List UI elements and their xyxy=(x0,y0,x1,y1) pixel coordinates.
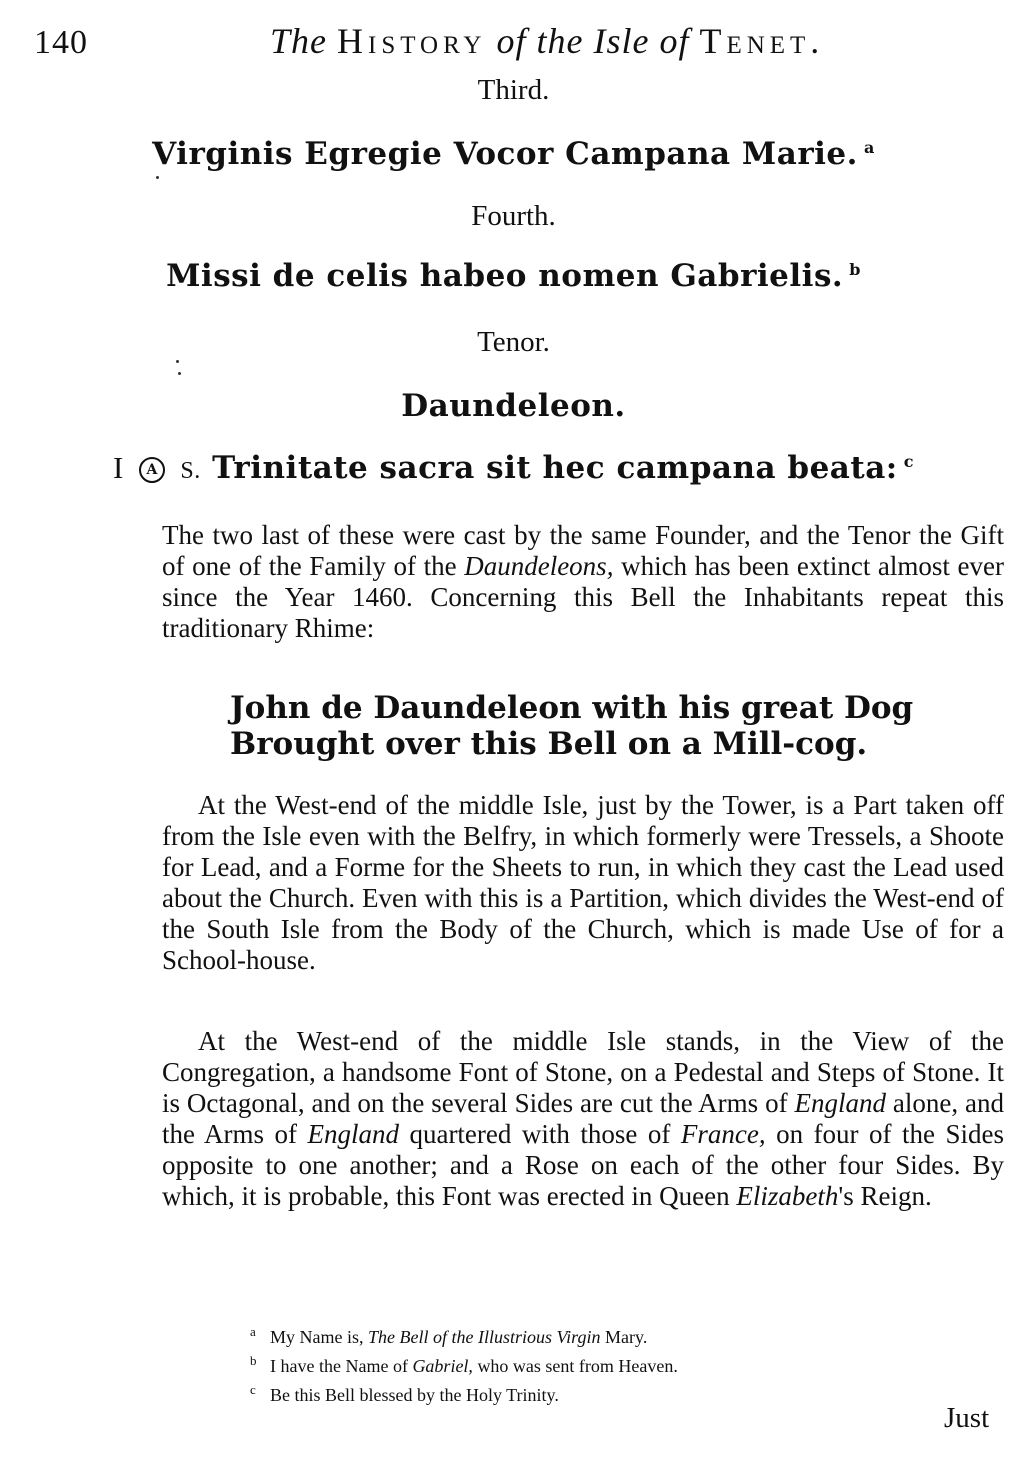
para3-text-d: on four of the Sides opposite to one another; and a Rose on each of the other four Sides. By which, it is probable, this Font was erected in Queen xyxy=(162,1119,1005,1211)
ink-speck xyxy=(176,360,179,363)
para1-italic: Daundeleons, xyxy=(464,551,614,581)
running-head-of-2: of xyxy=(659,21,690,61)
footnote-ref-c: c xyxy=(903,451,914,471)
ink-speck xyxy=(156,176,159,179)
running-head xyxy=(270,20,970,62)
ink-speck xyxy=(178,372,181,375)
paragraph-belfry xyxy=(162,790,1004,976)
catchword: Just xyxy=(944,1402,990,1434)
paragraph-founder xyxy=(162,520,1004,644)
traditional-rhyme xyxy=(230,690,913,762)
inscription-text: Virginis Egregie Vocor Campana Marie. xyxy=(152,136,858,172)
page-number: 140 xyxy=(34,24,88,61)
footnote-ref-a: a xyxy=(863,137,875,157)
footnote-ref-b: b xyxy=(849,259,861,279)
bell-inscription-third xyxy=(0,136,1027,172)
running-head-isle: Isle xyxy=(593,21,650,61)
footnote-b: b I have the Name of Gabriel, who was sent from Heaven. xyxy=(250,1353,678,1376)
running-head-the-2: the xyxy=(536,21,584,61)
bell-label-tenor: Tenor. xyxy=(477,326,550,358)
paragraph-font xyxy=(162,1026,1004,1212)
circle-symbol-icon: A xyxy=(139,457,165,483)
para2-text: At the West-end of the middle Isle, just by the Tower, is a Part taken off from the Isle even with the Belfry, in which formerly were Tressels, a Shoote for Lead, and a Forme for the Sheets to run, in which they cast the Lead used about the Church. Even with this is a Partition, which divides the West-end of the South Isle from the Body of the Church, which is made Use of for a School-house. xyxy=(162,790,1004,975)
running-head-history: History xyxy=(337,21,487,61)
footnote-a: a My Name is, The Bell of the Illustrious Virgin Mary. xyxy=(250,1324,648,1347)
bell-inscription-fourth xyxy=(0,258,1027,294)
para3-elizabeth: Elizabeth xyxy=(736,1181,839,1211)
footnote-c: c Be this Bell blessed by the Holy Trinity. xyxy=(250,1382,559,1405)
para3-england-2: England xyxy=(307,1119,399,1149)
tenor-inscription-line xyxy=(0,450,1027,486)
bell-label-third: Third. xyxy=(477,74,550,106)
rhyme-line-2: Brought over this Bell on a Mill-cog. xyxy=(230,726,868,762)
para3-text-e: 's Reign. xyxy=(838,1181,932,1211)
rhyme-line-1: John de Daundeleon with his great Dog xyxy=(230,690,914,726)
para3-england-1: England xyxy=(794,1088,886,1118)
running-head-of: of xyxy=(496,21,527,61)
tenor-line-prefix: I xyxy=(113,450,124,485)
tenor-line-text: Trinitate sacra sit hec campana beata: xyxy=(212,450,898,486)
footnotes xyxy=(250,1320,678,1407)
para3-text-b: alone, and the Arms of xyxy=(162,1088,1005,1149)
running-head-the: The xyxy=(270,21,327,61)
para3-france: France, xyxy=(680,1119,766,1149)
para1-text-b: which has been extinct almost ever since the Year 1460. Concerning this Bell the Inhabitants repeat this traditionary Rhime: xyxy=(162,551,1004,643)
para3-text-a: At the West-end of the middle Isle stands, in the View of the Congregation, a handsome Font of Stone, on a Pedestal and Steps of Stone. It is Octagonal, and on the several Sides are cut the Arms of xyxy=(162,1026,1004,1118)
para3-text-c: quartered with those of xyxy=(398,1119,681,1149)
inscription-text: Missi de celis habeo nomen Gabrielis. xyxy=(166,258,844,294)
running-head-tenet: Tenet. xyxy=(699,21,825,61)
tenor-line-s: S. xyxy=(180,458,201,484)
bell-label-fourth: Fourth. xyxy=(471,200,556,232)
para1-text-a: The two last of these were cast by the same Founder, and the Tenor the Gift of one of the Family of the xyxy=(162,520,1004,581)
bell-inscription-tenor: Daundeleon. xyxy=(401,388,626,424)
